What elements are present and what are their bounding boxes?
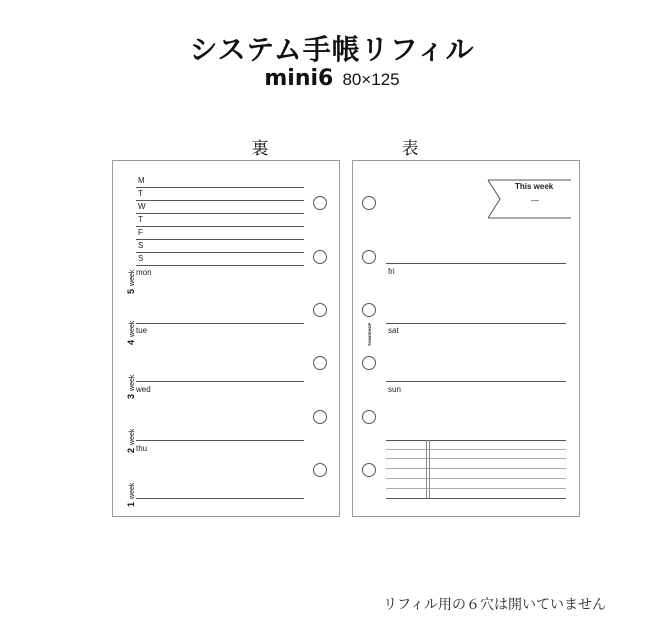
weekday-initial: M bbox=[138, 176, 145, 185]
footer-note: リフィル用の６穴は開いていません bbox=[383, 597, 606, 613]
weekday-line bbox=[136, 200, 304, 201]
day-label-sat: sat bbox=[388, 326, 399, 335]
this-week-dash: — bbox=[531, 196, 539, 205]
punch-hole bbox=[362, 196, 376, 210]
weekday-initial: S bbox=[138, 254, 144, 263]
day-line bbox=[136, 498, 304, 499]
weekday-initial: T bbox=[138, 189, 143, 198]
model-line bbox=[0, 66, 664, 91]
notes-line bbox=[386, 478, 566, 479]
back-side-label: 裏 bbox=[251, 139, 269, 159]
notes-line bbox=[386, 458, 566, 459]
week-label-1: 1week bbox=[126, 482, 136, 507]
punch-hole bbox=[362, 250, 376, 264]
notes-line bbox=[386, 468, 566, 469]
day-line bbox=[136, 440, 304, 441]
notes-line bbox=[386, 488, 566, 489]
notes-column-line bbox=[426, 440, 427, 498]
day-label-thu: thu bbox=[136, 444, 148, 453]
weekday-initial: S bbox=[138, 241, 144, 250]
punch-hole bbox=[313, 356, 327, 370]
notes-column-line bbox=[429, 440, 430, 498]
punch-hole bbox=[313, 196, 327, 210]
model-name: mini6 bbox=[264, 66, 334, 91]
punch-hole bbox=[313, 463, 327, 477]
weekday-initial: F bbox=[138, 228, 143, 237]
weekday-line bbox=[136, 265, 304, 266]
weekday-line bbox=[136, 226, 304, 227]
punch-hole bbox=[362, 303, 376, 317]
notes-line bbox=[386, 498, 566, 499]
day-line bbox=[136, 381, 304, 382]
day-label-sun: sun bbox=[388, 385, 401, 394]
weekday-initial: W bbox=[138, 202, 146, 211]
punch-hole bbox=[362, 410, 376, 424]
punch-hole bbox=[313, 250, 327, 264]
day-line bbox=[386, 381, 566, 382]
day-label-wed: wed bbox=[136, 385, 151, 394]
week-label-3: 3week bbox=[126, 374, 136, 399]
page-title: システム手帳リフィル bbox=[189, 33, 475, 66]
weekday-line bbox=[136, 239, 304, 240]
brand-logo: TOMOSHOP bbox=[367, 322, 372, 346]
day-label-tue: tue bbox=[136, 326, 148, 335]
day-line bbox=[386, 263, 566, 264]
weekday-line bbox=[136, 213, 304, 214]
weekday-initial: T bbox=[138, 215, 143, 224]
day-line bbox=[136, 323, 304, 324]
day-line bbox=[386, 323, 566, 324]
week-label-5: 5week bbox=[126, 269, 136, 294]
punch-hole bbox=[362, 463, 376, 477]
week-label-4: 4week bbox=[126, 320, 136, 345]
notes-line bbox=[386, 449, 566, 450]
back-page bbox=[112, 160, 340, 517]
punch-hole bbox=[362, 356, 376, 370]
punch-hole bbox=[313, 410, 327, 424]
this-week-title: This week bbox=[515, 182, 554, 191]
weekday-line bbox=[136, 252, 304, 253]
day-label-fri: fri bbox=[388, 267, 395, 276]
notes-line bbox=[386, 440, 566, 441]
front-side-label: 表 bbox=[401, 139, 419, 159]
model-size: 80×125 bbox=[342, 70, 400, 89]
front-page bbox=[352, 160, 580, 517]
punch-hole bbox=[313, 303, 327, 317]
weekday-line bbox=[136, 187, 304, 188]
week-label-2: 2week bbox=[126, 428, 136, 453]
day-label-mon: mon bbox=[136, 268, 152, 277]
